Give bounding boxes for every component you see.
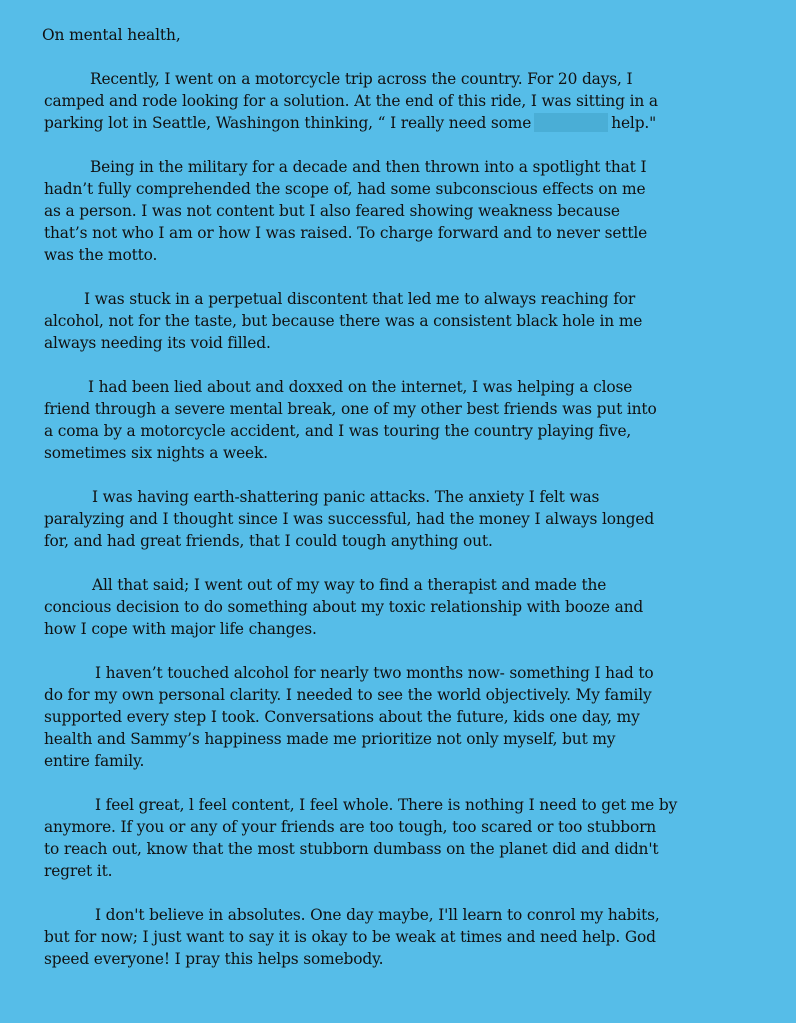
paragraph-line: Being in the military for a decade and then thrown into a spotlight that I <box>90 158 647 176</box>
redaction-box <box>534 113 608 132</box>
paragraph-line: as a person. I was not content but I also feared showing weakness because <box>44 202 620 220</box>
paragraph-5 <box>44 486 752 552</box>
paragraph-line: health and Sammy’s happiness made me prioritize not only myself, but my <box>44 730 616 748</box>
paragraph-9 <box>44 904 752 970</box>
paragraph-line: a coma by a motorcycle accident, and I was touring the country playing five, <box>44 422 632 440</box>
paragraph-7 <box>44 662 752 772</box>
paragraph-line: regret it. <box>44 862 113 880</box>
paragraph-line: that’s not who I am or how I was raised. To charge forward and to never settle <box>44 224 648 242</box>
paragraph-line: I don't believe in absolutes. One day maybe, I'll learn to conrol my habits, <box>95 906 660 924</box>
paragraph-8 <box>44 794 752 882</box>
paragraph-line: sometimes six nights a week. <box>44 444 268 462</box>
paragraph-line: I had been lied about and doxxed on the internet, I was helping a close <box>88 378 633 396</box>
paragraph-line: camped and rode looking for a solution. At the end of this ride, I was sitting in a <box>44 92 658 110</box>
paragraph-line: was the motto. <box>44 246 158 264</box>
paragraph-line: friend through a severe mental break, one of my other best friends was put into <box>44 400 657 418</box>
paragraph-line: how I cope with major life changes. <box>44 620 317 638</box>
paragraph-line: paralyzing and I thought since I was successful, had the money I always longed <box>44 510 655 528</box>
paragraph-line: I was stuck in a perpetual discontent that led me to always reaching for <box>84 290 636 308</box>
paragraph-4 <box>44 376 752 464</box>
paragraph-line: concious decision to do something about my toxic relationship with booze and <box>44 598 644 616</box>
paragraph-line: hadn’t fully comprehended the scope of, had some subconscious effects on me <box>44 180 646 198</box>
paragraph-line: entire family. <box>44 752 145 770</box>
paragraph-line: for, and had great friends, that I could tough anything out. <box>44 532 493 550</box>
paragraph-line: All that said; I went out of my way to find a therapist and made the <box>92 576 607 594</box>
paragraph-line: parking lot in Seattle, Washingon thinking, “ I really need some help." <box>44 114 657 132</box>
paragraph-2 <box>44 156 752 266</box>
paragraph-line: Recently, I went on a motorcycle trip across the country. For 20 days, I <box>90 70 633 88</box>
paragraph-line: do for my own personal clarity. I needed to see the world objectively. My family <box>44 686 652 704</box>
paragraph-line: I feel great, l feel content, I feel whole. There is nothing I need to get me by <box>95 796 678 814</box>
paragraph-1 <box>44 68 752 134</box>
paragraph-line: always needing its void filled. <box>44 334 271 352</box>
paragraph-6 <box>44 574 752 640</box>
paragraph-line: I haven’t touched alcohol for nearly two months now- something I had to <box>95 664 654 682</box>
paragraph-line: I was having earth-shattering panic attacks. The anxiety I felt was <box>92 488 600 506</box>
letter-greeting: On mental health, <box>42 26 181 44</box>
paragraph-3 <box>44 288 752 354</box>
paragraph-line: anymore. If you or any of your friends are too tough, too scared or too stubborn <box>44 818 657 836</box>
paragraph-line: but for now; I just want to say it is okay to be weak at times and need help. God <box>44 928 656 946</box>
paragraph-line: supported every step I took. Conversations about the future, kids one day, my <box>44 708 640 726</box>
paragraph-line: alcohol, not for the taste, but because there was a consistent black hole in me <box>44 312 643 330</box>
paragraph-line: speed everyone! I pray this helps somebody. <box>44 950 384 968</box>
paragraph-line: to reach out, know that the most stubborn dumbass on the planet did and didn't <box>44 840 659 858</box>
